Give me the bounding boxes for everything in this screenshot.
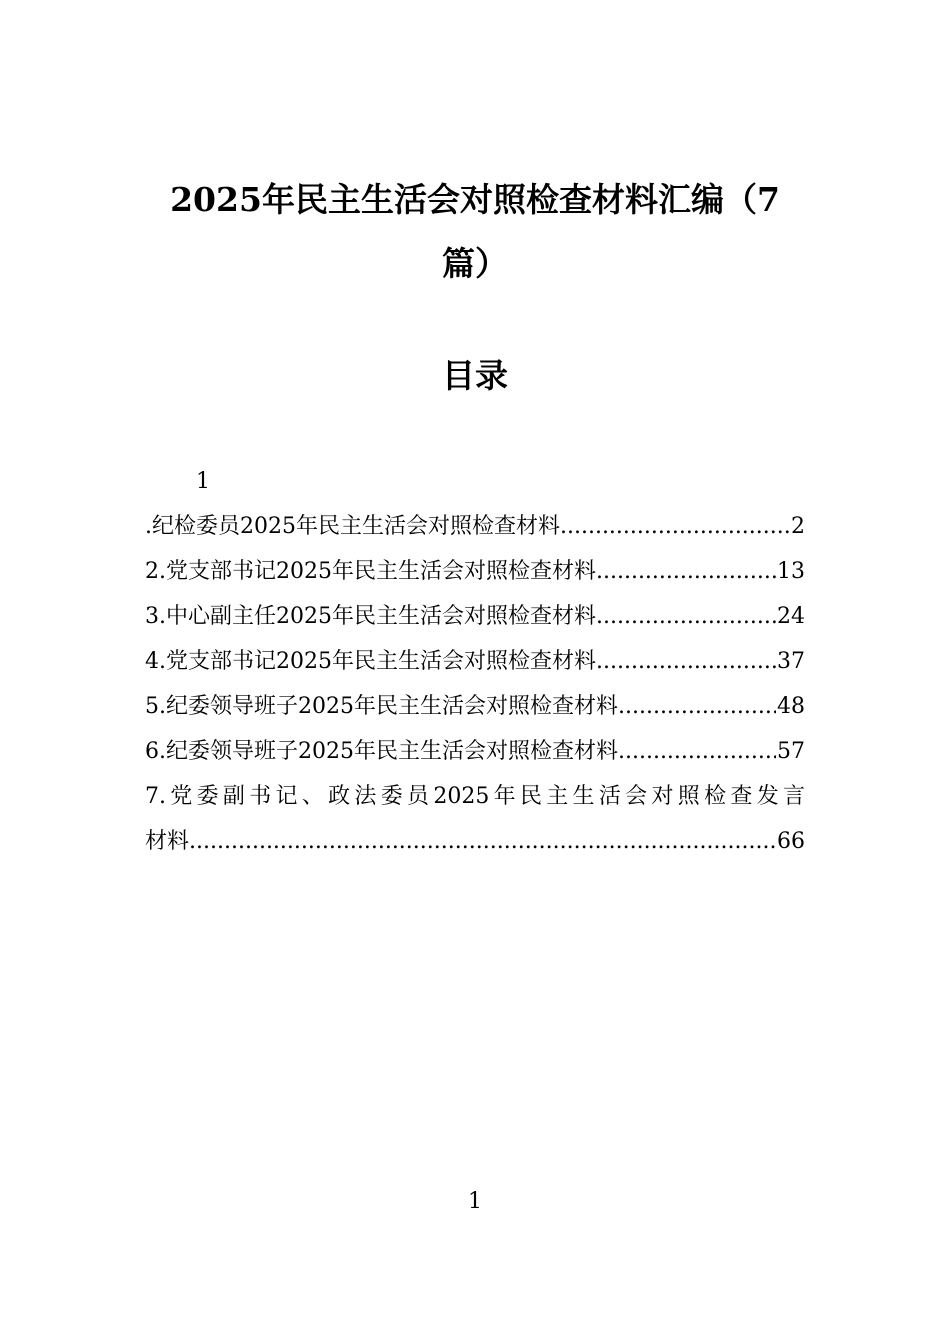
toc-leader-dots: [618, 729, 776, 774]
toc-entry-2[interactable]: [145, 549, 805, 594]
toc-entry-1[interactable]: [145, 504, 805, 549]
toc-entry-page: 57: [777, 739, 805, 764]
toc-entry-page: 2: [791, 514, 805, 539]
document-title: [145, 168, 805, 296]
toc-leader-dots: [560, 504, 790, 549]
toc-entry-label: 4.党支部书记2025年民主生活会对照检查材料: [145, 649, 596, 674]
toc-entry-label: 6.纪委领导班子2025年民主生活会对照检查材料: [145, 739, 618, 764]
toc-entry-page: 24: [777, 604, 805, 629]
toc-leader-dots: [618, 684, 776, 729]
table-of-contents: [145, 460, 805, 864]
document-title-line-2: 篇）: [442, 244, 508, 283]
toc-entry-1-number: 1: [196, 469, 210, 494]
toc-leader-dots: [189, 819, 776, 864]
toc-entry-5[interactable]: [145, 684, 805, 729]
toc-entry-6[interactable]: [145, 729, 805, 774]
toc-entry-7[interactable]: [145, 819, 805, 864]
toc-entry-label: 5.纪委领导班子2025年民主生活会对照检查材料: [145, 694, 618, 719]
document-title-line-1: 2025年民主生活会对照检查材料汇编（7: [170, 180, 780, 219]
toc-entry-label: 材料: [145, 829, 190, 854]
toc-entry-3[interactable]: [145, 594, 805, 639]
toc-leader-dots: [596, 639, 776, 684]
toc-heading: 目录: [442, 356, 508, 395]
toc-entry-label: 2.党支部书记2025年民主生活会对照检查材料: [145, 559, 596, 584]
toc-entry-page: 37: [777, 649, 805, 674]
toc-entry-page: 48: [777, 694, 805, 719]
toc-leader-dots: [596, 549, 776, 594]
toc-entry-page: 13: [777, 559, 805, 584]
toc-entry-4[interactable]: [145, 639, 805, 684]
page-number: 1: [468, 1189, 482, 1214]
toc-entry-label: .纪检委员2025年民主生活会对照检查材料: [145, 514, 560, 539]
toc-entry-label: 3.中心副主任2025年民主生活会对照检查材料: [145, 604, 596, 629]
toc-leader-dots: [596, 594, 776, 639]
toc-entry-7-line-1[interactable]: 7.党委副书记、政法委员2025年民主生活会对照检查发言: [145, 784, 805, 809]
toc-entry-page: 66: [777, 829, 805, 854]
